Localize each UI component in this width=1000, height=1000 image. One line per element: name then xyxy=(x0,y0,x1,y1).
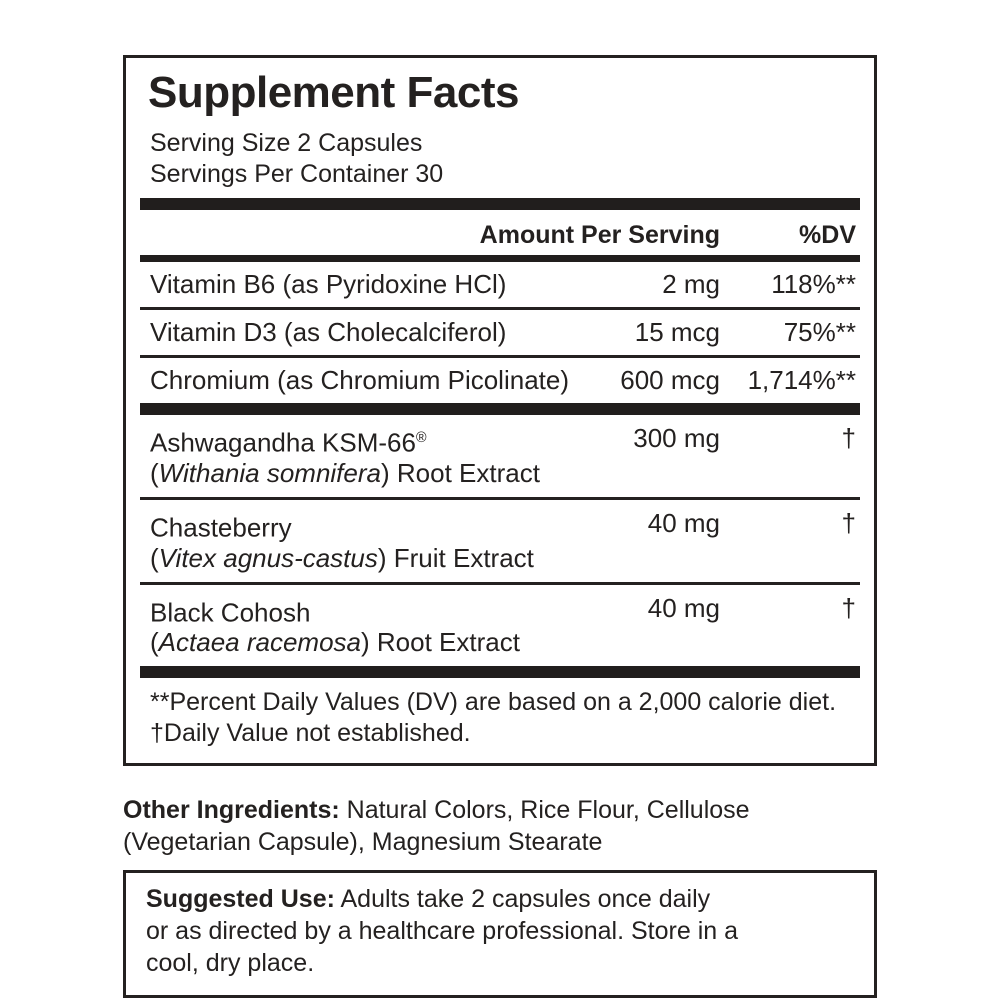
botanical-part-text: ) Root Extract xyxy=(380,457,540,488)
nutrient-amount: 600 mcg xyxy=(620,365,720,396)
botanical-part-text: ) Root Extract xyxy=(361,627,520,658)
nutrient-name: Chromium (as Chromium Picolinate) xyxy=(150,365,569,396)
botanical-paren-open: ( xyxy=(150,627,159,658)
other-ingredients-line2: (Vegetarian Capsule), Magnesium Stearate xyxy=(123,828,603,857)
suggested-use-text: Adults take 2 capsules once daily xyxy=(334,885,711,914)
nutrient-dv: 1,714%** xyxy=(747,365,856,396)
nutrient-row-chromium xyxy=(140,355,860,403)
botanical-name: Chasteberry xyxy=(150,512,292,543)
registered-trademark-symbol: ® xyxy=(415,430,427,447)
botanical-dv-dagger: † xyxy=(841,592,856,623)
thick-divider-top xyxy=(140,198,860,210)
nutrient-name: Vitamin B6 (as Pyridoxine HCl) xyxy=(150,269,507,300)
servings-per-container-text: Servings Per Container 30 xyxy=(150,160,444,189)
medium-divider xyxy=(140,255,860,262)
botanical-amount: 40 mg xyxy=(647,507,720,538)
botanical-name-cell xyxy=(150,423,570,488)
nutrient-name: Vitamin D3 (as Cholecalciferol) xyxy=(150,317,507,348)
botanical-paren-open: ( xyxy=(150,457,159,488)
nutrient-dv: 75%** xyxy=(783,317,856,348)
footnote-section xyxy=(140,678,860,763)
botanical-name: Ashwagandha KSM-66 xyxy=(150,427,416,458)
botanical-name: Black Cohosh xyxy=(150,597,311,628)
nutrient-row-vitamin-b6 xyxy=(140,262,860,307)
botanical-dv-dagger: † xyxy=(841,423,856,454)
thick-divider-bottom xyxy=(140,666,860,678)
other-ingredients-text: Natural Colors, Rice Flour, Cellulose xyxy=(339,796,750,825)
nutrient-dv: 118%** xyxy=(771,269,856,300)
botanical-row-ashwagandha xyxy=(140,415,860,497)
suggested-use-line3: cool, dry place. xyxy=(146,949,315,978)
suggested-use-box xyxy=(123,870,877,998)
botanical-name-cell xyxy=(150,593,570,658)
nutrient-amount: 15 mcg xyxy=(634,317,720,348)
botanical-dv-dagger: † xyxy=(841,507,856,538)
botanical-group xyxy=(140,415,860,666)
label-page xyxy=(123,0,877,998)
botanical-row-black-cohosh xyxy=(140,582,860,667)
column-header-row xyxy=(140,210,860,255)
percent-dv-header: %DV xyxy=(799,221,856,250)
footnote-daily-values: **Percent Daily Values (DV) are based on a 2,000 calorie diet. xyxy=(150,688,837,717)
amount-per-serving-header: Amount Per Serving xyxy=(479,221,720,250)
botanical-row-chasteberry xyxy=(140,497,860,582)
botanical-amount: 40 mg xyxy=(647,592,720,623)
botanical-name-cell xyxy=(150,508,570,573)
botanical-paren-open: ( xyxy=(150,542,159,573)
other-ingredients-line1 xyxy=(123,796,750,824)
suggested-use-label: Suggested Use: xyxy=(146,885,335,914)
other-ingredients-section xyxy=(123,794,877,858)
supplement-facts-panel xyxy=(123,55,877,766)
nutrient-row-vitamin-d3 xyxy=(140,307,860,355)
thick-divider-middle xyxy=(140,403,860,415)
other-ingredients-label: Other Ingredients: xyxy=(123,796,340,825)
suggested-use-line2: or as directed by a healthcare professional. Store in a xyxy=(146,917,739,946)
botanical-latin-name: Withania somnifera xyxy=(158,457,381,488)
botanical-latin-name: Actaea racemosa xyxy=(158,627,361,658)
footnote-dv-not-established: †Daily Value not established. xyxy=(150,719,471,748)
botanical-latin-name: Vitex agnus-castus xyxy=(158,542,378,573)
nutrient-amount: 2 mg xyxy=(662,269,720,300)
suggested-use-line1 xyxy=(146,885,710,913)
nutrient-group xyxy=(140,262,860,403)
botanical-amount: 300 mg xyxy=(633,423,720,454)
serving-size-text: Serving Size 2 Capsules xyxy=(150,129,423,158)
botanical-part-text: ) Fruit Extract xyxy=(377,542,534,573)
panel-title: Supplement Facts xyxy=(148,68,519,117)
